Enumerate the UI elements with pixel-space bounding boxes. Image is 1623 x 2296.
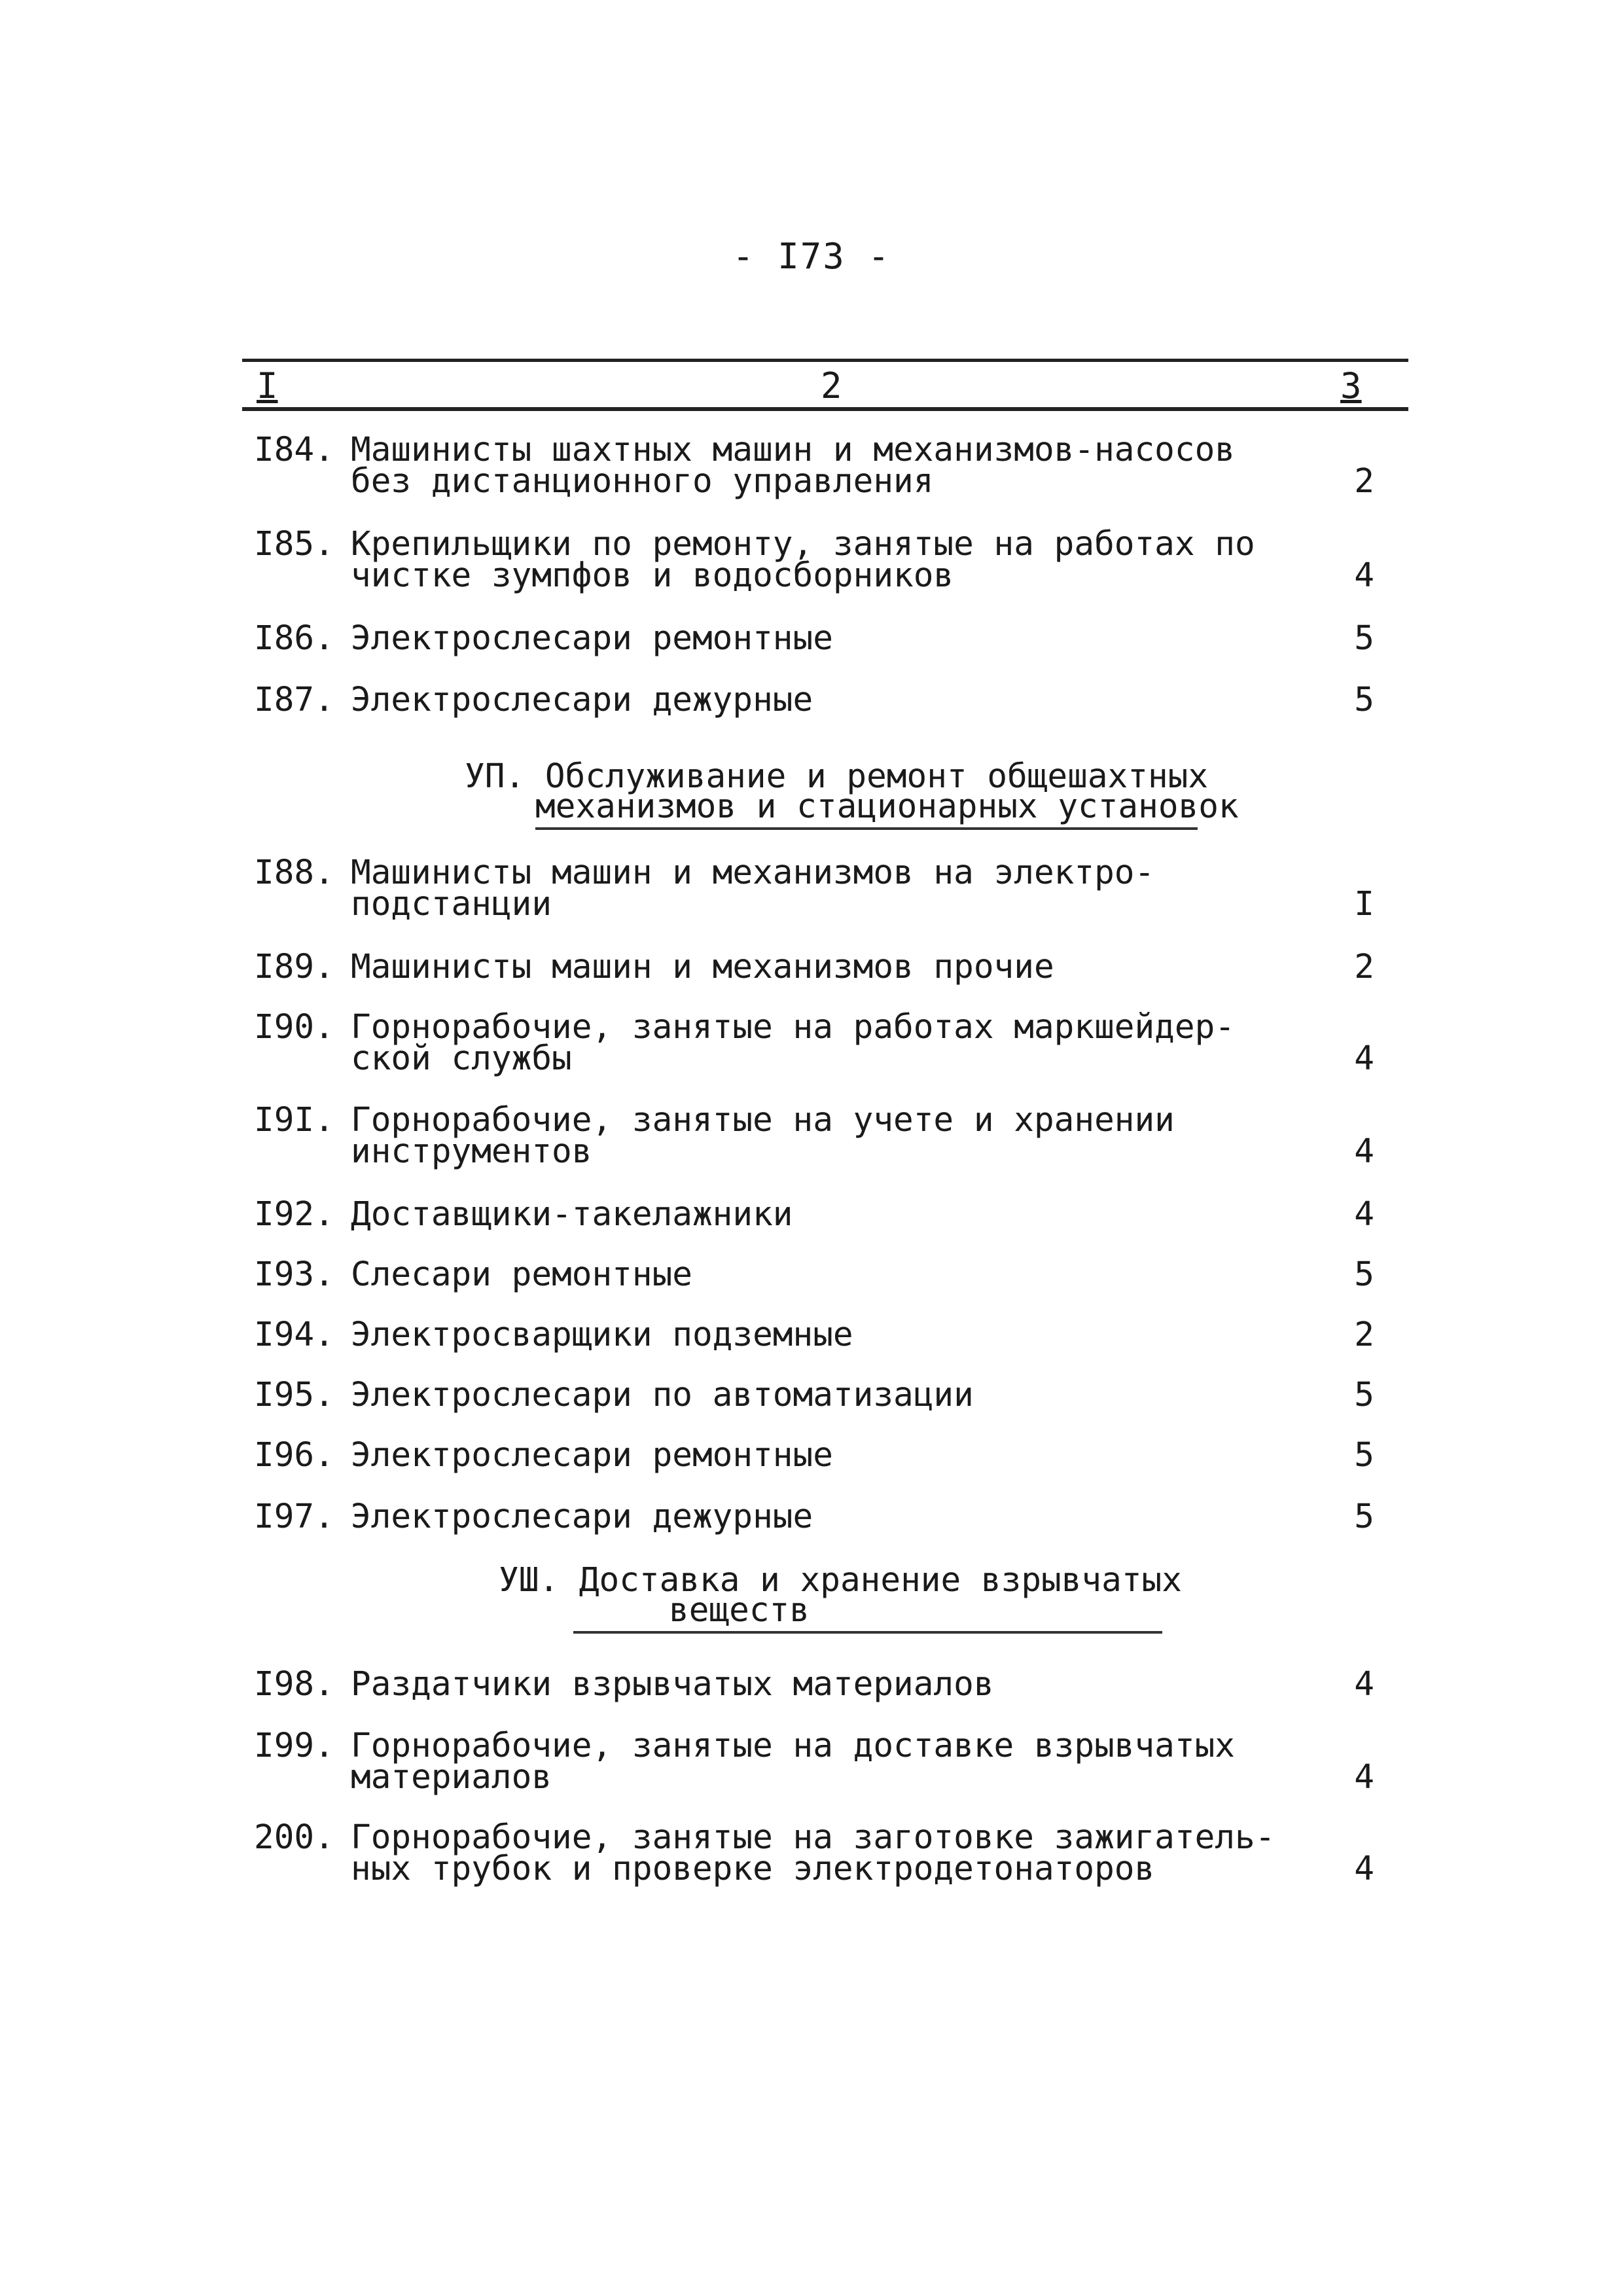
table-header-rule — [242, 407, 1408, 411]
row-number: I89. — [254, 948, 334, 986]
table-row — [254, 1818, 1407, 1888]
row-text: Машинисты машин и механизмов прочие — [351, 948, 1054, 986]
row-number: I85. — [254, 525, 334, 564]
table-row — [254, 1665, 1407, 1704]
section-title-line-1: УП. Обслуживание и ремонт общешахтных — [465, 757, 1209, 796]
row-number: I93. — [254, 1255, 334, 1294]
row-number: I98. — [254, 1665, 334, 1704]
row-number: I87. — [254, 681, 334, 719]
row-text: Электрослесари ремонтные — [351, 1436, 833, 1475]
row-value: 4 — [1354, 1665, 1374, 1704]
table-row — [254, 1101, 1407, 1171]
row-value: 4 — [1354, 556, 1374, 595]
section-title-line-1: УШ. Доставка и хранение взрывчатых — [499, 1561, 1182, 1600]
row-value: 2 — [1354, 948, 1374, 986]
row-text: Электрослесари дежурные — [351, 681, 813, 719]
row-text: Слесари ремонтные — [351, 1255, 692, 1294]
row-text: Крепильщики по ремонту, занятые на работах по чистке зумпфов и водосборников — [351, 525, 1255, 595]
table-row — [254, 1436, 1407, 1475]
section-underline — [535, 827, 1198, 830]
table-row — [254, 1376, 1407, 1414]
row-text: Горнорабочие, занятые на работах маркшейдер- ской службы — [351, 1008, 1236, 1078]
page-number: - I73 - — [732, 236, 891, 277]
table-row — [254, 1316, 1407, 1354]
row-number: I97. — [254, 1498, 334, 1536]
row-value: 2 — [1354, 462, 1374, 501]
row-value: 5 — [1354, 1498, 1374, 1536]
row-value: 4 — [1354, 1132, 1374, 1171]
row-number: I94. — [254, 1316, 334, 1354]
row-value: 5 — [1354, 681, 1374, 719]
table-row — [254, 1498, 1407, 1536]
row-text: Электросварщики подземные — [351, 1316, 853, 1354]
section-underline — [573, 1631, 1162, 1634]
row-value: 4 — [1354, 1850, 1374, 1888]
row-number: I86. — [254, 619, 334, 658]
row-text: Электрослесари ремонтные — [351, 619, 833, 658]
row-value: 5 — [1354, 1255, 1374, 1294]
row-number: I84. — [254, 431, 334, 469]
table-row — [254, 681, 1407, 719]
table-row — [254, 619, 1407, 658]
row-text: Горнорабочие, занятые на доставке взрывчатых материалов — [351, 1727, 1236, 1797]
table-row — [254, 525, 1407, 595]
row-number: I9I. — [254, 1101, 334, 1139]
row-text: Раздатчики взрывчатых материалов — [351, 1665, 994, 1704]
row-text: Машинисты шахтных машин и механизмов-насосов без дистанционного управления — [351, 431, 1236, 501]
table-top-rule — [242, 359, 1408, 362]
row-value: 5 — [1354, 1376, 1374, 1414]
section-heading-8 — [499, 1561, 1219, 1638]
section-title-line-2: механизмов и стационарных установок — [535, 787, 1239, 826]
table-row — [254, 1727, 1407, 1797]
section-heading-7 — [465, 757, 1250, 834]
row-number: I92. — [254, 1195, 334, 1234]
row-number: I95. — [254, 1376, 334, 1414]
row-value: 4 — [1354, 1758, 1374, 1797]
table-row — [254, 1255, 1407, 1294]
table-row — [254, 853, 1407, 924]
row-text: Машинисты машин и механизмов на электро- подстанции — [351, 853, 1155, 924]
table-row — [254, 431, 1407, 501]
column-header-1: I — [257, 365, 278, 406]
row-text: Горнорабочие, занятые на заготовке зажигатель- ных трубок и проверке электродетонаторов — [351, 1818, 1275, 1888]
table-row — [254, 1195, 1407, 1234]
section-title-line-2: веществ — [669, 1591, 810, 1630]
column-header-2: 2 — [821, 365, 842, 406]
row-number: I90. — [254, 1008, 334, 1047]
row-number: I99. — [254, 1727, 334, 1765]
row-value: 4 — [1354, 1039, 1374, 1078]
table-row — [254, 1008, 1407, 1078]
row-text: Электрослесари по автоматизации — [351, 1376, 974, 1414]
row-value: 2 — [1354, 1316, 1374, 1354]
row-value: 5 — [1354, 1436, 1374, 1475]
row-value: I — [1354, 885, 1374, 924]
row-value: 4 — [1354, 1195, 1374, 1234]
column-header-3: 3 — [1340, 365, 1362, 406]
row-text: Горнорабочие, занятые на учете и хранении инструментов — [351, 1101, 1175, 1171]
row-number: 200. — [254, 1818, 334, 1857]
row-value: 5 — [1354, 619, 1374, 658]
table-row — [254, 948, 1407, 986]
row-text: Электрослесари дежурные — [351, 1498, 813, 1536]
row-number: I96. — [254, 1436, 334, 1475]
row-number: I88. — [254, 853, 334, 892]
row-text: Доставщики-такелажники — [351, 1195, 793, 1234]
